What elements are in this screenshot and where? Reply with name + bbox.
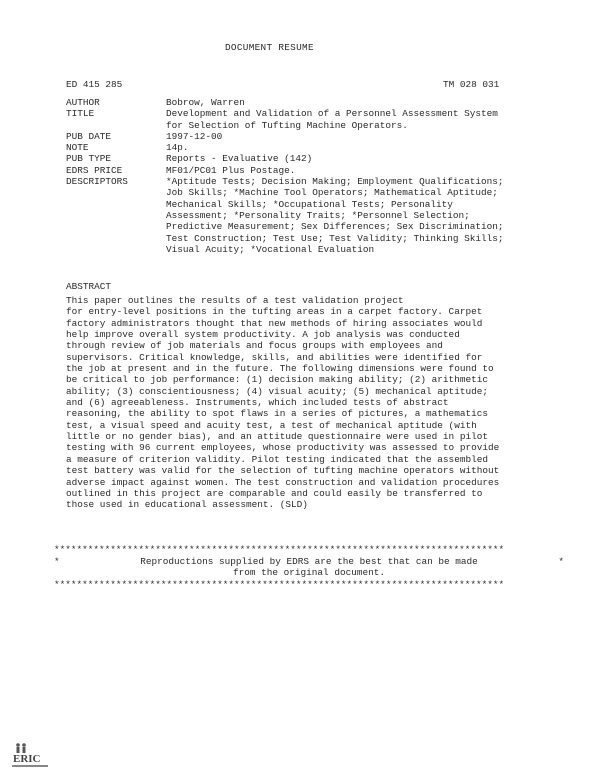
meta-value: MF01/PC01 Plus Postage. (166, 164, 296, 176)
eric-logo-caption-bar (12, 765, 48, 767)
reproduction-row (54, 556, 564, 579)
meta-value: Reports - Evaluative (142) (166, 153, 313, 165)
meta-label: NOTE (66, 142, 89, 154)
meta-value: 1997-12-00 (166, 130, 223, 142)
meta-value: 14p. (166, 142, 189, 154)
meta-row-author (66, 97, 566, 108)
star-right: * (558, 555, 564, 567)
meta-row-edrs-price (66, 165, 566, 176)
abstract-text: This paper outlines the results of a test validation project for entry-level positions in the tufting areas in a carpet factory. Carpet factory administrators thought that new methods of hiring associates would help improve overall system productivity. A job analysis was conducted through review of job materials and focus groups with employees and supervisors. Critical knowledge, skills, and abilities were identified for the job at present and in the future. The following dimensions were found to be critical to job performance: (1) decision making ability; (2) arithmetic ability; (3) conscientiousness; (4) visual acuity; (5) mechanical aptitude; and (6) agreeableness. Instruments, which included tests of abstract reasoning, the ability to spot flaws in a series of pictures, a mathematics test, a visual speed and acuity test, a test of mechanical aptitude (with little or no gender bias), and an attitude questionnaire were used in pilot testing with 96 current employees, whose productivity was assessed to provide a measure of criterion validity. Pilot testing indicated that the assembled test battery was valid for the selection of tufting machine operators without adverse impact against women. The test construction and validation procedures outlined in this project are comparable and could easily be transferred to those used in educational assessment. (SLD) (66, 295, 500, 511)
meta-row-pub-type (66, 153, 566, 164)
document-title: DOCUMENT RESUME (225, 42, 314, 53)
meta-label: AUTHOR (66, 97, 100, 108)
meta-label: TITLE (66, 108, 95, 120)
ed-number: ED 415 285 (66, 79, 123, 90)
reproduction-notice (54, 544, 564, 590)
meta-value: *Aptitude Tests; Decision Making; Employment Qualifications; Job Skills; *Machine Tool Operators; Mathematical Aptitude; Mechanical Skills; *Occupational Tests; Personality Assessment; *Personality Traits; *Personnel Selection; Predictive Measurement; Sex Differences; Sex Discrimination; Test Construction; Test Use; Test Validity; Thinking Skills; Visual Acuity; *Vocational Evaluation (166, 176, 504, 255)
meta-row-pub-date (66, 131, 566, 142)
eric-logo-figures (16, 743, 26, 753)
meta-row-title (66, 108, 566, 131)
meta-row-descriptors (66, 176, 566, 255)
meta-label: PUB TYPE (66, 153, 112, 165)
meta-row-note (66, 142, 566, 153)
star-border-bottom: ******************************************************************************** (54, 578, 505, 590)
meta-label: PUB DATE (66, 130, 112, 142)
eric-logo-wordmark: ERIC (13, 753, 41, 765)
reproduction-text: Reproductions supplied by EDRS are the best that can be made from the original document. (140, 555, 478, 578)
abstract-label: ABSTRACT (66, 281, 112, 292)
meta-label: DESCRIPTORS (66, 176, 128, 188)
tm-number: TM 028 031 (443, 79, 500, 90)
eric-logo-icon (10, 742, 50, 770)
star-left: * (54, 555, 60, 567)
meta-value: Development and Validation of a Personnel Assessment System for Selection of Tufting Machine Operators. (166, 108, 498, 131)
meta-label: EDRS PRICE (66, 164, 123, 176)
meta-value: Bobrow, Warren (166, 97, 245, 108)
star-border-top: ******************************************************************************** (54, 544, 505, 555)
metadata-block (66, 97, 566, 255)
